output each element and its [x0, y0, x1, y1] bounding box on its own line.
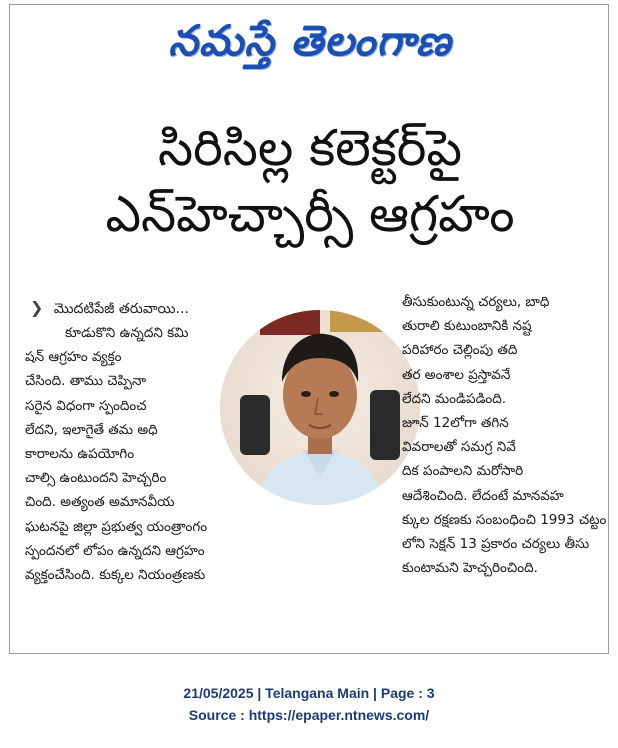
right-column	[402, 290, 608, 580]
footer-date-edition: 21/05/2025 | Telangana Main | Page : 3	[183, 685, 435, 701]
text-line: ఘటనపై జిల్లా ప్రభుత్వ యంత్రాంగం	[25, 518, 208, 535]
text-line: వివరాలతో సమగ్ర నివే	[402, 439, 516, 456]
newspaper-clipping	[9, 4, 609, 654]
masthead-title: నమస్తే తెలంగాణ	[168, 16, 452, 65]
text-line: చింది. అత్యంత అమానవీయ	[25, 494, 175, 511]
text-line: పరిహారం చెల్లింపు తది	[402, 342, 518, 359]
continuation-text: మొదటిపేజీ తరువాయి...	[53, 301, 189, 317]
text-line: కుంటామని హెచ్చరించింది.	[402, 560, 538, 577]
headline-line-1: సిరిసిల్ల కలెక్టర్‌పై	[157, 119, 463, 177]
text-line: సరైన విధంగా స్పందించ	[25, 397, 147, 414]
text-line: లేదని మండిపడింది.	[402, 390, 507, 407]
text-line: ఆదేశించింది. లేదంటే మానవహ	[402, 487, 564, 504]
headline	[30, 115, 590, 247]
text-line: లేదని, ఇలాగైతే తమ అధి	[25, 421, 158, 438]
continuation-marker	[30, 298, 189, 320]
text-line: చాల్సి ఉంటుందని హెచ్చరిం	[25, 470, 167, 487]
person-portrait-image	[220, 310, 420, 505]
text-line: వ్యక్తంచేసింది. కుక్కల నియంత్రణకు	[25, 567, 206, 584]
text-line: తీసుకుంటున్న చర్యలు, బాధి	[402, 294, 550, 310]
masthead	[110, 7, 510, 85]
text-line: స్పందనలో లోపం ఉన్నదని ఆగ్రహం	[25, 542, 205, 559]
chevron-right-icon: ❯	[30, 298, 44, 317]
headline-line-2: ఎన్‌హెచ్చార్సీ ఆగ్రహం	[105, 185, 515, 243]
text-line: కూడుకొని ఉన్నదని కమి	[65, 325, 189, 341]
collector-photo	[220, 310, 420, 505]
footer-source: Source : https://epaper.ntnews.com/	[188, 707, 430, 723]
text-line: దిక పంపాలని మరోసారి	[402, 463, 524, 480]
text-line: తురాలి కుటుంబానికి నష్ట	[402, 318, 532, 335]
text-line: కారాలను ఉపయోగిం	[25, 446, 135, 463]
text-line: షన్ ఆగ్రహం వ్యక్తం	[25, 349, 122, 366]
text-line: క్కుల రక్షణకు సంబంధించి 1993 చట్టం	[402, 511, 607, 528]
text-line: చేసింది. తాము చెప్పినా	[25, 373, 147, 390]
text-line: జూన్ 12లోగా తగిన	[402, 415, 509, 432]
text-line: లోని సెక్షన్ 13 ప్రకారం చర్యలు తీసు	[402, 536, 590, 553]
text-line: తర అంశాల ప్రస్తావనే	[402, 366, 511, 383]
